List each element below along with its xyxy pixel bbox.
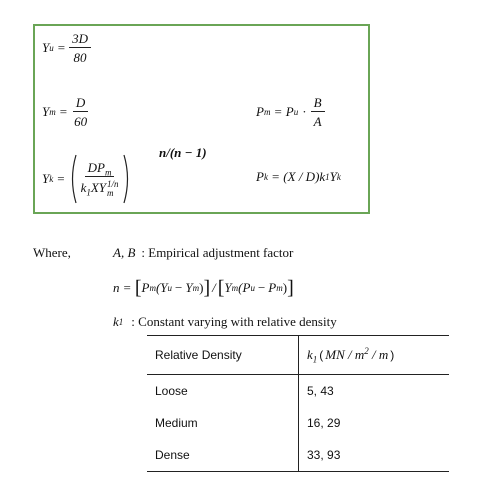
header-k-sub: 1: [312, 354, 318, 365]
n-minus-2: −: [257, 280, 266, 295]
table-row: [147, 407, 449, 439]
yk-den-supsub: [107, 180, 119, 198]
n-y2: Y: [185, 280, 193, 295]
n-p1: P: [141, 280, 150, 295]
n-y-open: (Y: [155, 280, 168, 295]
pk-eq: =: [271, 169, 280, 184]
yk-eq: =: [57, 171, 65, 186]
header-k1-unit: [299, 336, 450, 375]
value-cell: 5, 43: [299, 375, 450, 408]
pm-den: A: [313, 114, 322, 129]
ab-definition: [113, 245, 293, 261]
yu-num: 3D: [69, 32, 91, 48]
formula-yu: Y u = $\frac{3D}{80}$: [42, 32, 91, 64]
formula-box: [33, 24, 370, 214]
yk-den-k: k: [80, 179, 87, 195]
density-cell: Medium: [155, 416, 198, 430]
pk-lhs: P: [256, 169, 264, 184]
k1-symbol: k: [113, 314, 119, 329]
header-open-paren: (: [319, 348, 324, 362]
ab-symbol: A, B: [113, 245, 136, 260]
header-unit-b: / m: [368, 347, 389, 362]
ym-eq: =: [59, 104, 68, 119]
value-cell: 33, 93: [299, 439, 450, 472]
table-row: [147, 375, 449, 408]
n-lbracket-1: [: [134, 277, 142, 299]
yu-den: 80: [73, 50, 87, 65]
header-unit-sup: 2: [364, 346, 369, 356]
n-lbracket-2: [: [217, 277, 225, 299]
ym-num: D: [73, 96, 88, 112]
pm-fraction: [311, 96, 325, 128]
table-row: [147, 439, 449, 472]
header-close-paren: ): [390, 348, 395, 362]
n-p-open: (P: [238, 280, 251, 295]
n-slash: /: [212, 280, 216, 295]
header-unit-a: MN / m: [325, 347, 365, 362]
pm-num: B: [311, 96, 325, 112]
header-relative-density: Relative Density: [147, 336, 299, 375]
yk-num: [85, 161, 115, 177]
yu-fraction: [69, 32, 91, 64]
ym-fraction: [71, 96, 90, 128]
yk-den-sup: 1/n: [107, 178, 119, 189]
n-p2: P: [268, 280, 277, 295]
yu-eq: =: [57, 40, 66, 55]
ym-lhs: Y: [42, 104, 50, 119]
n-equation: n = [ P m (Y u − Y m ) ] / [ Y m (P u − P m ) ]: [113, 277, 294, 299]
yk-lhs: Y: [42, 171, 50, 186]
yk-exponent: n/(n − 1): [159, 145, 207, 160]
table-header-row: [147, 336, 449, 375]
k1-definition: k 1 : Constant varying with relative density: [113, 314, 337, 329]
k1-description: : Constant varying with relative density: [131, 314, 337, 329]
n-minus-1: −: [175, 280, 183, 295]
n-eq: =: [123, 280, 131, 295]
pm-rhs: P: [285, 104, 294, 119]
n-y3: Y: [224, 280, 232, 295]
pk-rhs-y: Y: [329, 169, 337, 184]
formula-pk: P k = (X / D)k 1 Y k: [256, 169, 341, 184]
yk-num-text: DP: [87, 159, 105, 175]
header-k: k: [307, 347, 313, 362]
n-close-1: ): [199, 280, 204, 295]
right-paren-icon: [122, 154, 131, 204]
n-rbracket-2: ]: [287, 277, 294, 299]
density-table: [147, 335, 449, 472]
ym-den: 60: [74, 114, 88, 129]
n-rbracket-1: ]: [203, 277, 211, 299]
yk-den-k-sub: 1: [86, 187, 91, 198]
yk-den-rest: XY: [90, 179, 107, 195]
yk-fraction: [78, 161, 122, 198]
pk-rhs: (X / D)k: [283, 169, 326, 184]
ab-description: : Empirical adjustment factor: [141, 245, 294, 260]
pm-dot: ·: [302, 104, 307, 119]
pm-lhs: P: [256, 104, 264, 119]
yu-lhs: Y: [42, 40, 50, 55]
yk-den-sub: m: [107, 187, 114, 198]
formula-pm: P m = P u · $\frac{B}{A}$: [256, 96, 325, 128]
yk-den: [78, 177, 122, 198]
formula-ym: Y m = $\frac{D}{60}$: [42, 96, 90, 128]
n-lhs: n: [113, 280, 120, 295]
value-cell: 16, 29: [299, 407, 450, 439]
n-close-2: ): [282, 280, 288, 295]
formula-yk: Y k = $DP_m$ $k_1XY$ 1/n m: [42, 154, 131, 204]
where-label: Where,: [33, 245, 71, 260]
density-cell: Dense: [147, 439, 299, 472]
density-cell: Loose: [155, 384, 188, 398]
left-paren-icon: [69, 154, 78, 204]
pm-eq: =: [274, 104, 282, 119]
yk-num-sub: m: [104, 167, 112, 178]
